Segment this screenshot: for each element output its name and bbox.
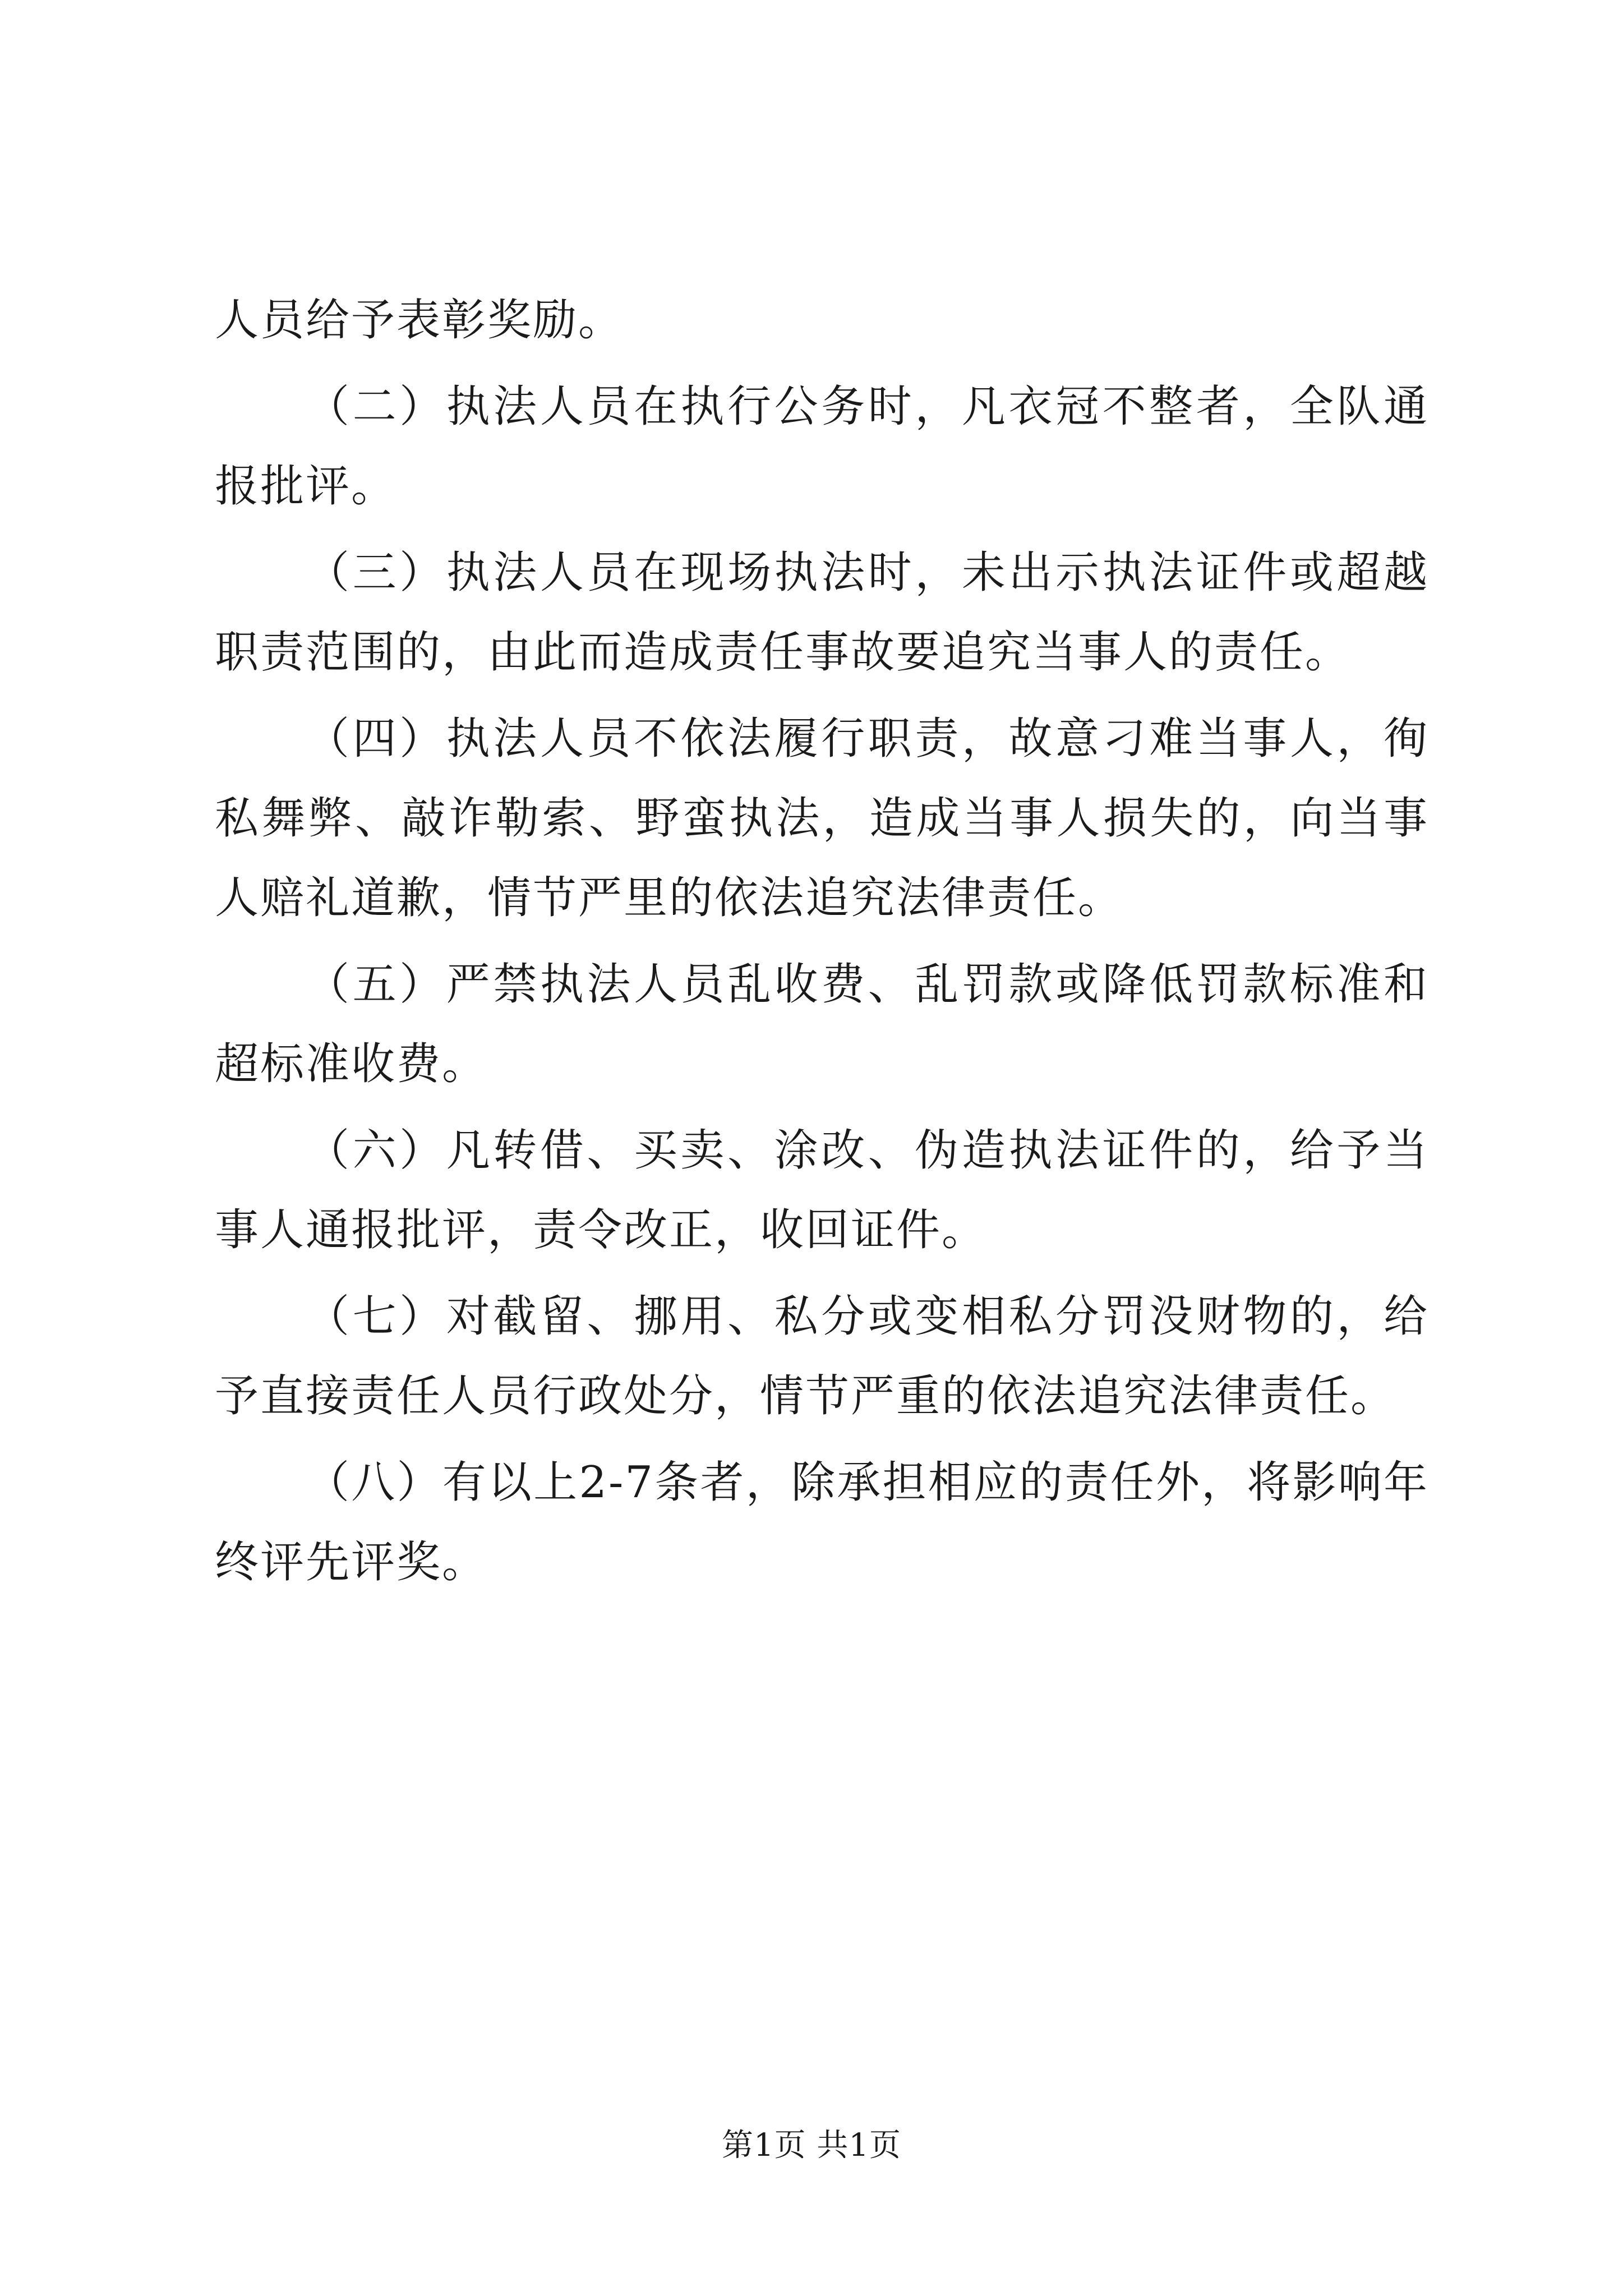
document-body bbox=[215, 280, 1429, 1609]
paragraph-item-4: （四）执法人员不依法履行职责，故意刁难当事人，徇私舞弊、敲诈勒索、野蛮执法，造成当事人损失的，向当事人赔礼道歉，情节严里的依法追究法律责任。 bbox=[215, 714, 1429, 923]
paragraph-item-5: （五）严禁执法人员乱收费、乱罚款或降低罚款标准和超标准收费。 bbox=[215, 959, 1429, 1089]
paragraph-item-7: （七）对截留、挪用、私分或变相私分罚没财物的，给予直接责任人员行政处分，情节严重的依法追究法律责任。 bbox=[215, 1291, 1429, 1421]
paragraph-item-8: （八）有以上2-7条者，除承担相应的责任外，将影响年终评先评奖。 bbox=[215, 1457, 1429, 1588]
paragraph-item-2: （二）执法人员在执行公务时，凡衣冠不整者，全队通报批评。 bbox=[215, 381, 1429, 512]
page-number-footer: 第1页 共1页 bbox=[721, 2127, 902, 2164]
paragraph-item-6: （六）凡转借、买卖、涂改、伪造执法证件的，给予当事人通报批评，责令改正，收回证件。 bbox=[215, 1125, 1429, 1255]
paragraph-continuation: 人员给予表彰奖励。 bbox=[215, 295, 624, 346]
paragraph-item-3: （三）执法人员在现场执法时，未出示执法证件或超越职责范围的，由此而造成责任事故要追究当事人的责任。 bbox=[215, 547, 1429, 678]
